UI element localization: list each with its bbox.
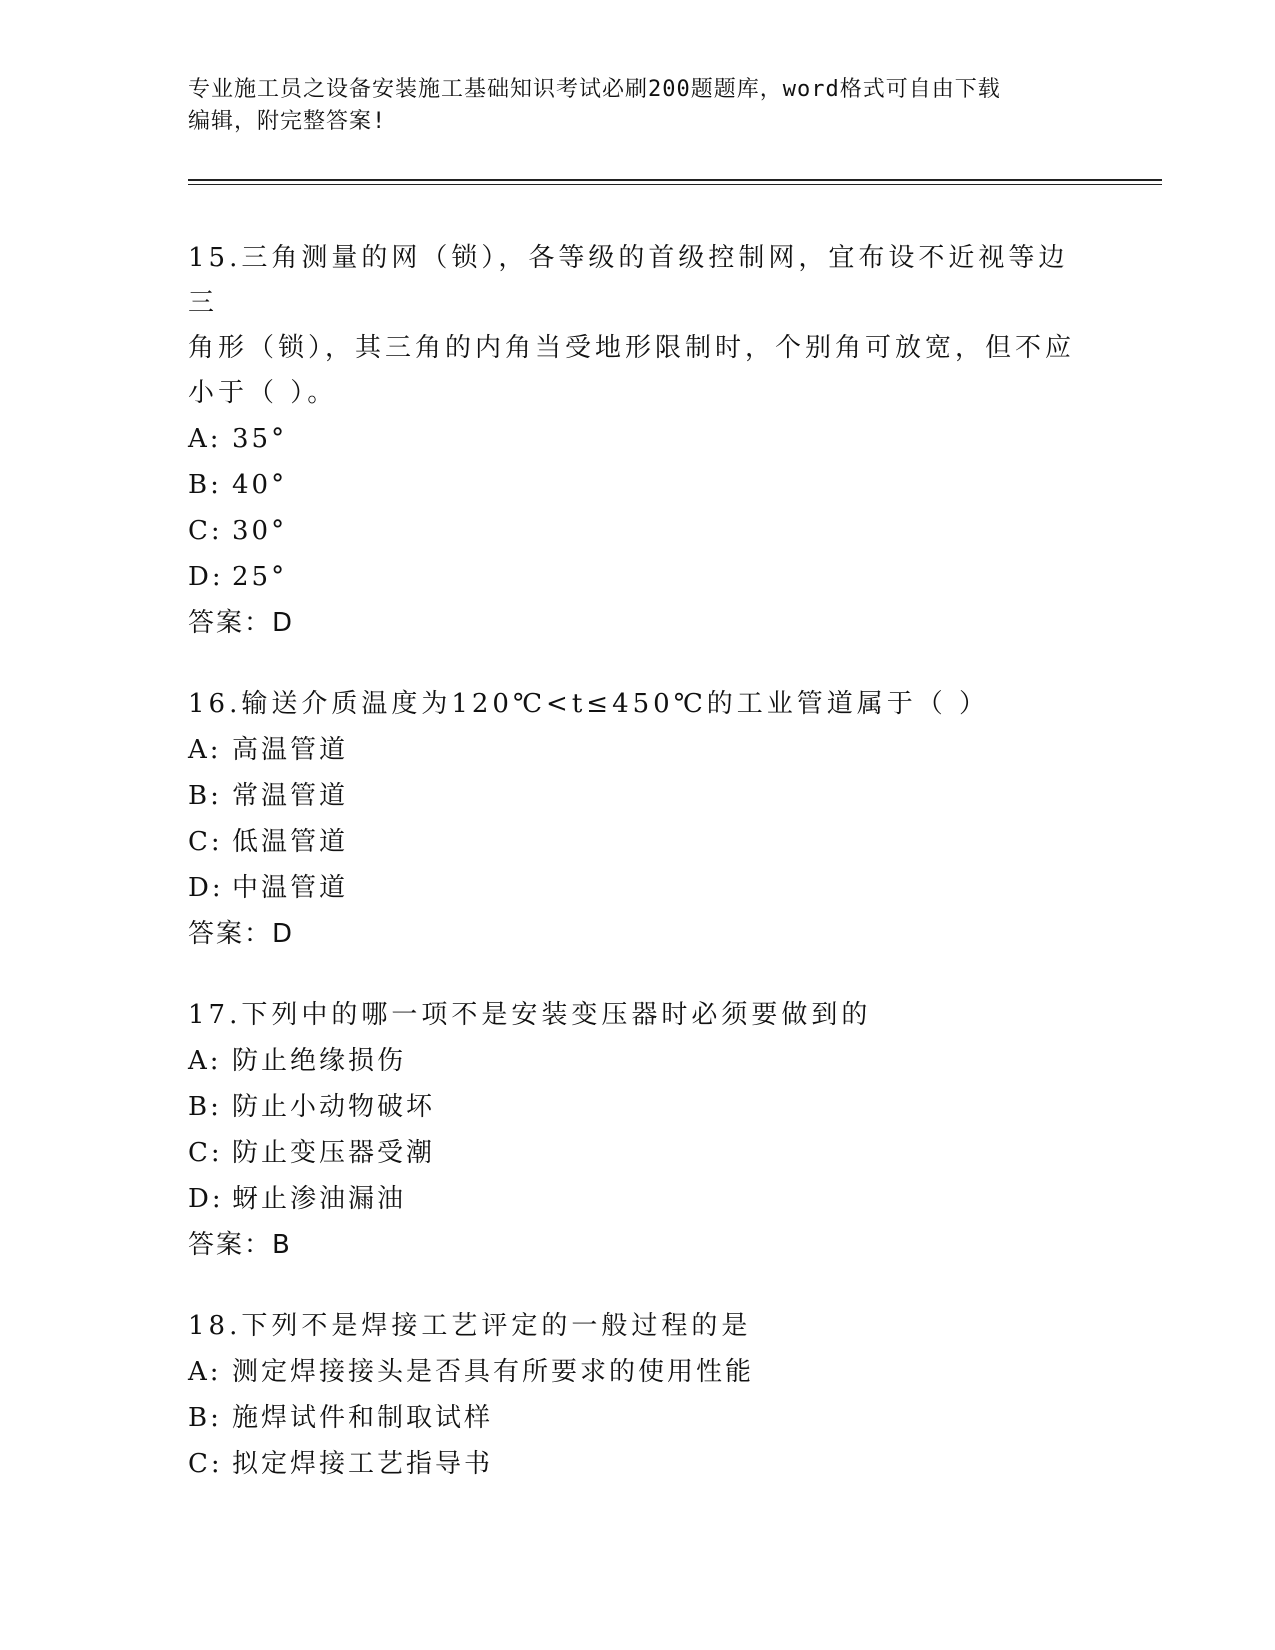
option-d	[188, 1176, 1088, 1222]
option-label: C:	[188, 827, 223, 857]
option-a	[188, 1038, 1088, 1084]
option-a	[188, 416, 1088, 462]
option-label: D:	[188, 873, 224, 903]
option-label: B:	[188, 1092, 222, 1122]
option-text: 常温管道	[232, 781, 349, 811]
question-stem-line: 18.下列不是焊接工艺评定的一般过程的是	[188, 1311, 752, 1341]
option-text: 25°	[232, 562, 288, 592]
answer-line: 答案：D	[188, 608, 295, 638]
option-a	[188, 1349, 1088, 1395]
option-label: A:	[188, 1357, 222, 1387]
question-18	[188, 1304, 1088, 1487]
option-d	[188, 865, 1088, 911]
option-c	[188, 1441, 1088, 1487]
option-text: 低温管道	[232, 827, 349, 857]
option-text: 防止变压器受潮	[232, 1138, 436, 1168]
option-label: A:	[188, 735, 222, 765]
option-text: 防止小动物破坏	[232, 1092, 436, 1122]
question-stem-line: 16.输送介质温度为120℃<t≤450℃的工业管道属于（ ）	[188, 689, 990, 719]
header-divider-thin	[188, 184, 1162, 185]
question-stem-line: 角形（锁），其三角的内角当受地形限制时，个别角可放宽，但不应	[188, 333, 1076, 363]
question-15	[188, 236, 1088, 646]
option-label: B:	[188, 470, 222, 500]
question-17	[188, 993, 1088, 1268]
document-header	[188, 74, 1088, 138]
option-a	[188, 727, 1088, 773]
header-line-1: 专业施工员之设备安装施工基础知识考试必刷200题题库，word格式可自由下载	[188, 77, 1001, 102]
option-text: 30°	[232, 516, 288, 546]
question-16	[188, 682, 1088, 957]
header-divider	[188, 179, 1162, 181]
option-d	[188, 554, 1088, 600]
option-c	[188, 1130, 1088, 1176]
option-b	[188, 1395, 1088, 1441]
option-label: C:	[188, 1449, 223, 1479]
option-text: 中温管道	[232, 873, 349, 903]
answer-line: 答案：B	[188, 1230, 292, 1260]
option-text: 高温管道	[232, 735, 349, 765]
option-b	[188, 773, 1088, 819]
option-text: 蚜止渗油漏油	[232, 1184, 407, 1214]
option-text: 40°	[232, 470, 288, 500]
option-label: C:	[188, 516, 223, 546]
question-stem-line: 17.下列中的哪一项不是安装变压器时必须要做到的	[188, 1000, 872, 1030]
question-stem-line: 15.三角测量的网（锁），各等级的首级控制网，宜布设不近视等边三	[188, 243, 1069, 318]
option-text: 防止绝缘损伤	[232, 1046, 407, 1076]
option-b	[188, 1084, 1088, 1130]
option-text: 施焊试件和制取试样	[232, 1403, 494, 1433]
option-label: D:	[188, 1184, 224, 1214]
option-label: A:	[188, 424, 222, 454]
answer-line: 答案：D	[188, 919, 295, 949]
option-label: B:	[188, 1403, 222, 1433]
option-label: C:	[188, 1138, 223, 1168]
option-b	[188, 462, 1088, 508]
question-stem-line: 小于（ ）。	[188, 378, 338, 408]
option-label: B:	[188, 781, 222, 811]
option-text: 拟定焊接工艺指导书	[232, 1449, 494, 1479]
option-text: 测定焊接接头是否具有所要求的使用性能	[232, 1357, 755, 1387]
option-label: A:	[188, 1046, 222, 1076]
question-list	[188, 236, 1088, 1523]
header-line-2: 编辑，附完整答案!	[188, 109, 387, 134]
option-c	[188, 508, 1088, 554]
option-text: 35°	[232, 424, 288, 454]
option-c	[188, 819, 1088, 865]
option-label: D:	[188, 562, 224, 592]
